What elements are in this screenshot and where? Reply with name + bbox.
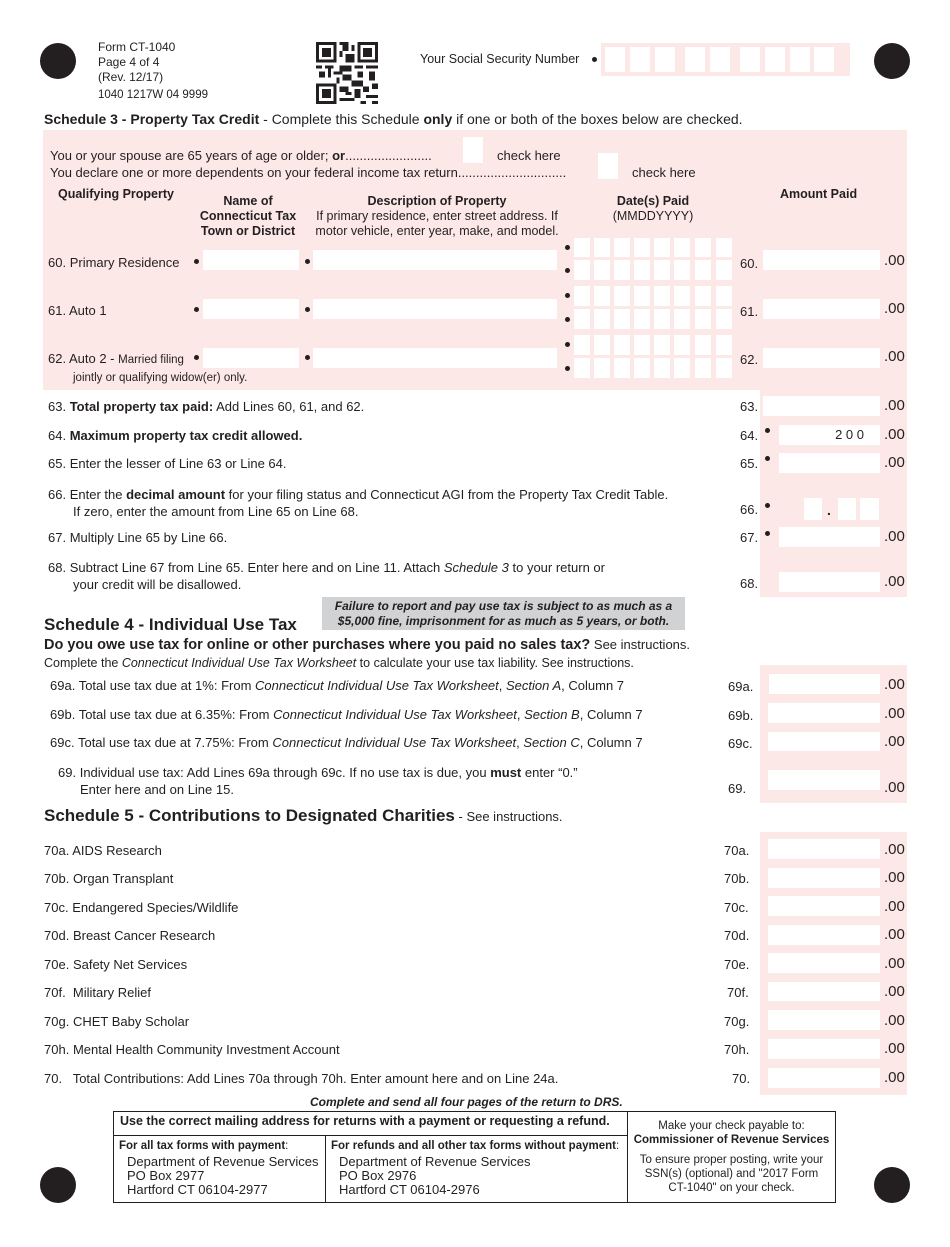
line-69b-field[interactable] [768,703,880,723]
schedule5-title: Schedule 5 - Contributions to Designated Charities - See instructions. [44,806,563,825]
line-63-text: 63. Total property tax paid: Add Lines 60, 61, and 62. [48,399,365,414]
dependents-checkbox[interactable] [598,153,618,179]
schedule4-title: Schedule 4 - Individual Use Tax [44,615,297,634]
line-64-field[interactable]: 2 0 0 [779,425,880,445]
line-66-text: 66. Enter the decimal amount for your filing status and Connecticut AGI from the Property Tax Credit Table. If zero, enter the amount from Line 65 on Line 68. [48,487,669,519]
mail-header: Use the correct mailing address for returns with a payment or requesting a refund. [114,1112,628,1136]
check1-label: check here [497,148,561,163]
use-tax-question: Do you owe use tax for online or other purchases where you paid no sales tax? See instructions. [44,637,691,653]
check1-text: You or your spouse are 65 years of age or older; or........................ [50,148,432,163]
amount-field-62[interactable] [763,348,880,368]
registration-mark-bottom-left [40,1167,76,1203]
required-bullet-icon [305,355,310,360]
ssn-field[interactable] [601,43,850,76]
required-bullet-icon [765,456,770,461]
registration-mark-bottom-right [874,1167,910,1203]
send-note: Complete and send all four pages of the return to DRS. [310,1095,623,1109]
line-70g-field[interactable] [768,1010,880,1030]
col-dates-paid: Date(s) Paid (MMDDYYYY) [612,194,694,223]
required-bullet-icon [194,355,199,360]
description-field-62[interactable] [313,348,557,368]
description-field-60[interactable] [313,250,557,270]
col-town: Name of Connecticut Tax Town or District [199,194,297,238]
form-name: Form CT-1040 [98,40,176,54]
required-bullet-icon [194,259,199,264]
check2-text: You declare one or more dependents on your federal income tax return.............................. [50,165,567,180]
registration-mark-top-left [40,43,76,79]
date-boxes[interactable] [574,238,734,383]
col-qualifying-property: Qualifying Property [58,187,174,201]
line-70c-field[interactable] [768,896,880,916]
without-payment-address: For refunds and all other tax forms without payment: Department of Revenue Services PO Box 2976 Hartford CT 06104-2976 [326,1136,628,1203]
required-bullet-icon [305,259,310,264]
line-65-text: 65. Enter the lesser of Line 63 or Line 64. [48,456,287,471]
line-69c-field[interactable] [768,732,880,751]
use-tax-warning: Failure to report and pay use tax is subject to as much as a $5,000 fine, imprisonment for as much as 5 years, or both. [322,597,685,630]
check-payable-info: Make your check payable to: Commissioner of Revenue Services To ensure proper posting, write your SSN(s) (optional) and "2017 Form CT-1040" on your check. [628,1112,836,1203]
qr-code-icon [316,42,378,104]
town-field-60[interactable] [203,250,299,270]
use-tax-instructions: Complete the Connecticut Individual Use Tax Worksheet to calculate your use tax liability. See instructions. [44,656,634,670]
line-66-decimal-box-1[interactable] [838,498,856,520]
required-bullet-icon [765,428,770,433]
line-70-field[interactable] [768,1068,880,1088]
registration-mark-top-right [874,43,910,79]
mailing-address-table [113,1111,836,1203]
amount-field-61[interactable] [763,299,880,319]
required-bullet-icon [305,307,310,312]
line-70h-field[interactable] [768,1039,880,1059]
line-68-field[interactable] [779,572,880,592]
amount-field-60[interactable] [763,250,880,270]
ssn-label: Your Social Security Number [420,52,580,66]
required-bullet-icon [592,57,597,62]
lines63-68-panel [760,390,907,597]
check2-label: check here [632,165,696,180]
schedule3-title: Schedule 3 - Property Tax Credit - Complete this Schedule only if one or both of the boxes below are checked. [44,111,743,127]
line-65-field[interactable] [779,453,880,473]
line-70e-field[interactable] [768,953,880,973]
form-code: 1040 1217W 04 9999 [98,89,208,101]
line-69-field[interactable] [768,770,880,790]
col-amount-paid: Amount Paid [780,187,858,201]
line-64-text: 64. Maximum property tax credit allowed. [48,428,303,443]
line-70d-field[interactable] [768,925,880,945]
town-field-61[interactable] [203,299,299,319]
required-bullet-icon [765,531,770,536]
description-field-61[interactable] [313,299,557,319]
col-description: Description of Property If primary residence, enter street address. If motor vehicle, enter year, make, and model. [315,194,559,238]
town-field-62[interactable] [203,348,299,368]
line-66-integer-box[interactable] [804,498,822,520]
age-65-checkbox[interactable] [463,137,483,163]
line-69a-field[interactable] [769,674,880,694]
line-66-decimal-box-2[interactable] [860,498,879,520]
line-70f-field[interactable] [768,982,880,1001]
line-67-text: 67. Multiply Line 65 by Line 66. [48,530,228,545]
line-63-field[interactable] [763,396,880,416]
line-68-text: 68. Subtract Line 67 from Line 65. Enter here and on Line 11. Attach Schedule 3 to your return or your credit will be disallowed. [48,560,605,592]
revision: (Rev. 12/17) [98,70,164,84]
page-number: Page 4 of 4 [98,55,160,69]
line-70a-field[interactable] [768,839,880,859]
form-header-info [98,40,208,103]
line-70b-field[interactable] [768,868,880,888]
with-payment-address: For all tax forms with payment: Department of Revenue Services PO Box 2977 Hartford CT 06104-2977 [114,1136,326,1203]
required-bullet-icon [194,307,199,312]
required-bullet-icon [765,503,770,508]
line-67-field[interactable] [779,527,880,547]
